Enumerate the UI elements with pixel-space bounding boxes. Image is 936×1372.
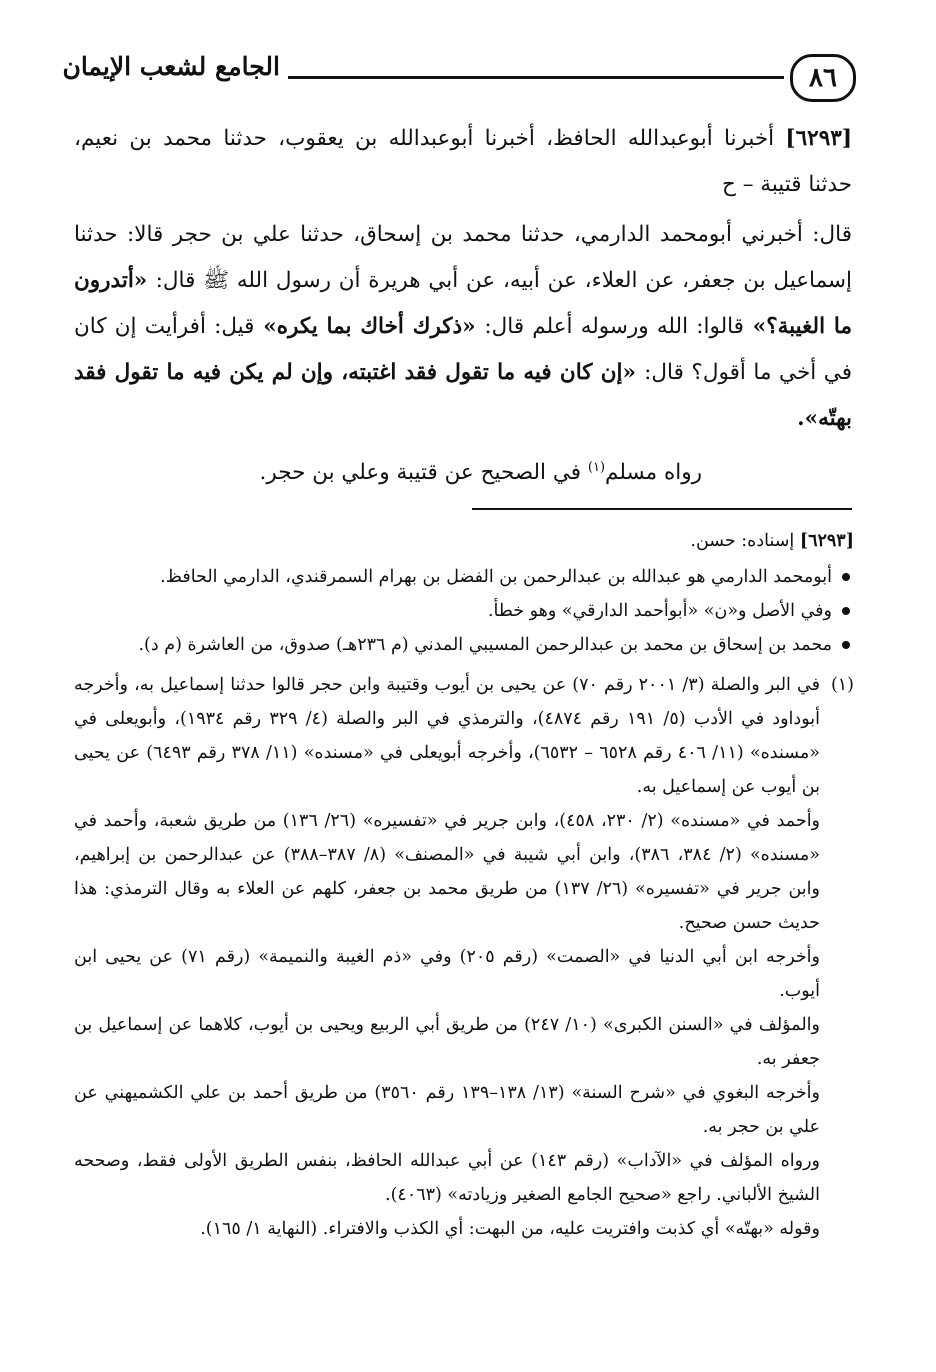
isnad-text-1: أخبرنا أبوعبدالله الحافظ، أخبرنا أبوعبدالله بن يعقوب، حدثنا محمد بن نعيم، حدثنا قتيبة – ح [74,126,852,197]
footnote-1 [74,668,854,1246]
source-text-before: رواه مسلم [605,460,702,485]
footnote-separator [472,508,852,510]
hadith-number: [٦٢٩٣] [785,126,852,151]
hadith-body [74,212,852,442]
footnote-paragraph: وأخرجه البغوي في «شرح السنة» (١٣/ ١٣٨–١٣٩ رقم ٣٥٦٠) من طريق أحمد بن علي الكشميهني عن علي بن حجر به. [74,1083,820,1137]
page-number: ٨٦ [790,54,856,102]
prophet-question-1: «أتدرون ما الغيبة؟» [74,268,852,339]
grading-text: إسناده: حسن. [690,531,800,551]
footnote-paragraph: وقوله «بهتّه» أي كذبت وافتريت عليه، من البهت: أي الكذب والافتراء. (النهاية ١/ ١٦٥). [200,1219,820,1239]
bullet-icon [842,641,850,649]
narrator-notes [74,560,854,662]
footnote-paragraph: وأخرجه ابن أبي الدنيا في «الصمت» (رقم ٢٠٥) وفي «ذم الغيبة والنميمة» (رقم ٧١) عن يحيى ابن أيوب. [74,947,820,1001]
narrator-note: أبومحمد الدارمي هو عبدالله بن عبدالرحمن بن الفضل بن بهرام السمرقندي، الدارمي الحافظ. [74,560,854,594]
footnotes [74,524,854,1246]
bullet-icon [842,573,850,581]
footnote-paragraph: ورواه المؤلف في «الآداب» (رقم ١٤٣) عن أبي عبدالله الحافظ، بنفس الطريق الأولى فقط، وصححه الشيخ الألباني. راجع «صحيح الجامع الصغير وزيادته» (٤٠٦٣). [74,1151,820,1205]
header-rule [288,76,784,79]
grading-label: [٦٢٩٣] [799,531,854,551]
narrator-note: محمد بن إسحاق بن محمد بن عبدالرحمن المسيبي المدني (م ٢٣٦هـ) صدوق، من العاشرة (م د). [74,628,854,662]
hadith-isnad-first [74,116,852,208]
isnad-text-2: قال: أخبرني أبومحمد الدارمي، حدثنا محمد بن إسحاق، حدثنا علي بن حجر قالا: حدثنا إسماعيل بن جعفر، عن العلاء، عن أبيه، عن أبي هريرة أن رسول الله ﷺ قال: [74,222,852,293]
footnote-reference: (١) [587,459,606,475]
footnote-paragraph: والمؤلف في «السنن الكبرى» (١٠/ ٢٤٧) من طريق أبي الربيع ويحيى بن أيوب، كلاهما عن إسماعيل بن جعفر به. [74,1015,820,1069]
hadith-source [74,450,852,496]
page-header [62,46,856,106]
narrator-note: وفي الأصل و«ن» «أبوأحمد الدارقي» وهو خطأ. [74,594,854,628]
footnote-marker: (١) [830,675,854,695]
grading-line [74,524,854,558]
source-text-after: في الصحيح عن قتيبة وعلي بن حجر. [259,460,588,485]
matn-text-1: قالوا: الله ورسوله أعلم قال: [484,314,744,339]
prophet-answer-1: «ذكرك أخاك بما يكره» [254,314,485,339]
book-title: الجامع لشعب الإيمان [62,52,280,81]
footnote-paragraph: وأحمد في «مسنده» (٢/ ٢٣٠، ٤٥٨)، وابن جرير في «تفسيره» (٢٦/ ١٣٦) من طريق شعبة، وأحمد في «مسنده» (٢/ ٣٨٤، ٣٨٦)، وابن أبي شيبة في «المصنف» (٨/ ٣٨٧–٣٨٨) عن عبدالرحمن بن إبراهيم، وابن جرير في «تفسيره» (٢٦/ ١٣٧) من طريق محمد بن جعفر، كلهم عن العلاء به وقال الترمذي: هذا حديث حسن صحيح. [74,811,821,933]
matn-text-2: قيل: أفرأيت إن كان في أخي ما أقول؟ قال: [74,314,853,385]
footnote-paragraph: في البر والصلة (٣/ ٢٠٠١ رقم ٧٠) عن يحيى بن أيوب وقتيبة وابن حجر قالوا حدثنا إسماعيل به، وأخرجه أبوداود في الأدب (٥/ ١٩١ رقم ٤٨٧٤)، والترمذي في البر والصلة (٤/ ٣٢٩ رقم ١٩٣٤)، وأبويعلى في «مسنده» (١١/ ٤٠٦ رقم ٦٥٢٨ – ٦٥٣٢)، وأخرجه أبويعلى في «مسنده» (١١/ ٣٧٨ رقم ٦٤٩٣) عن يحيى بن أيوب عن إسماعيل به. [74,675,820,797]
bullet-icon [842,607,850,615]
hadith-text [74,116,852,496]
prophet-answer-2: «إن كان فيه ما تقول فقد اغتبته، وإن لم يكن فيه ما تقول فقد بهتّه». [74,360,852,431]
